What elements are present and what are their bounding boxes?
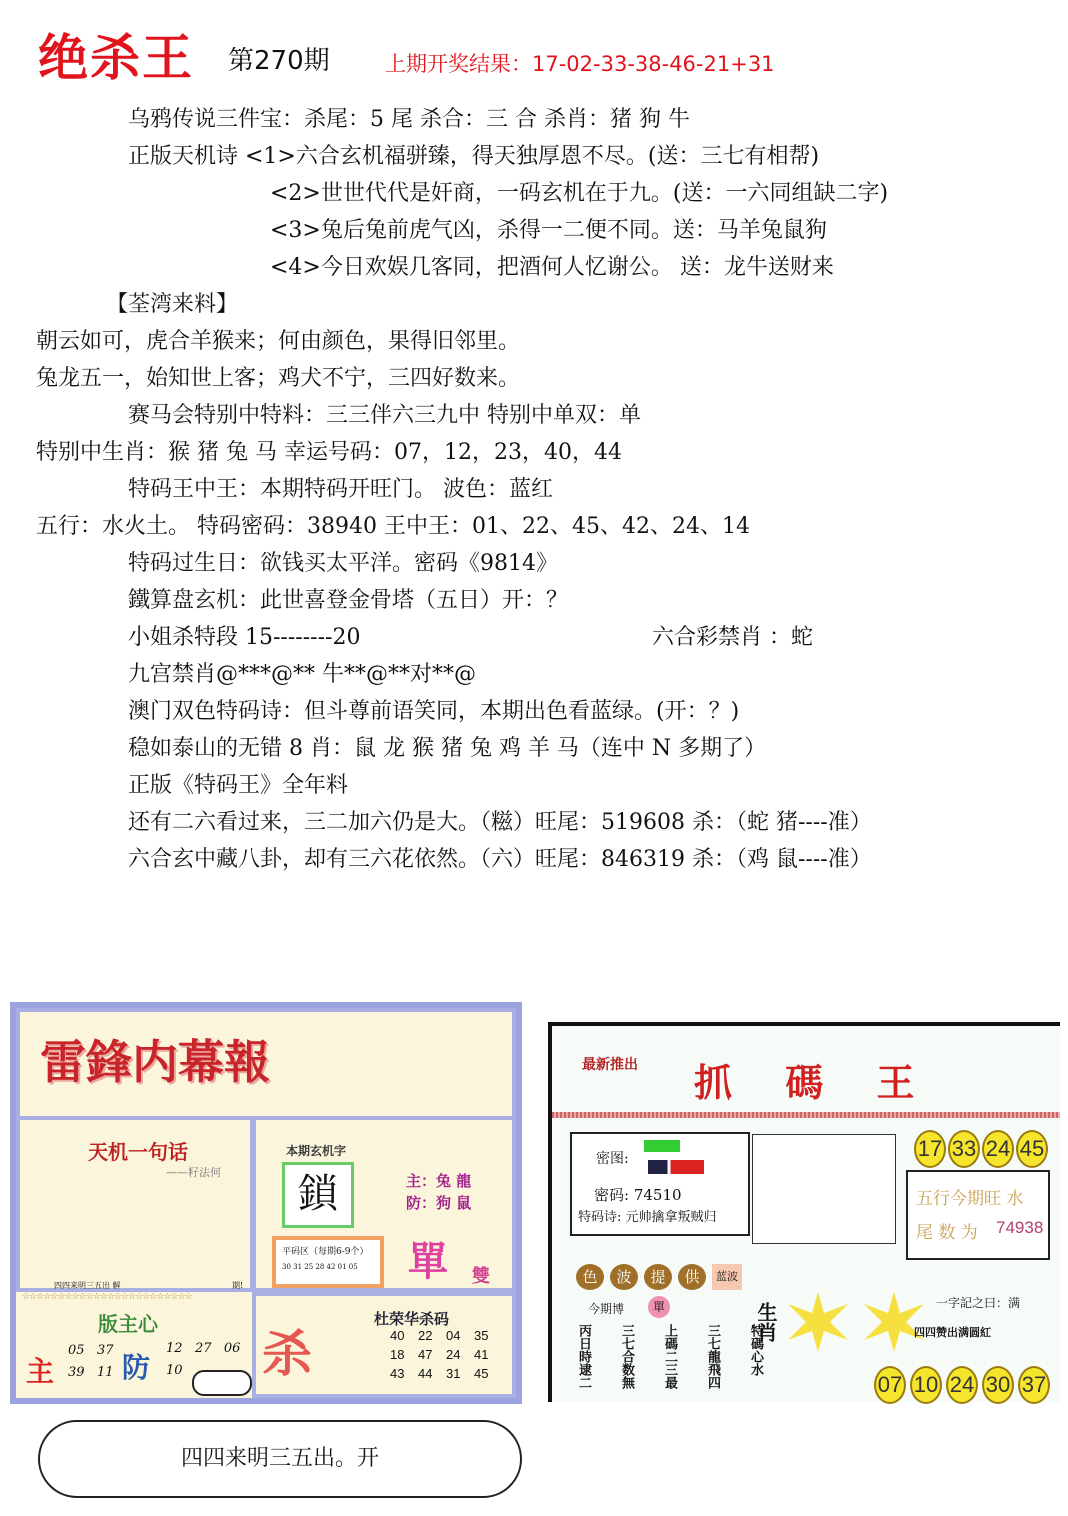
vertical-text: 三七合数無	[619, 1324, 634, 1389]
text-line: 还有二六看过来，三二加六仍是大。（糍）旺尾：519608 杀：（蛇 猪----准）	[128, 810, 872, 835]
banzhu-heading: 版主心	[98, 1312, 158, 1336]
number-ball: 30	[982, 1366, 1014, 1404]
shengxiao-label: 生肖	[754, 1302, 778, 1342]
text-line: 兔龙五一，始知世上客；鸡犬不宁，三四好数来。	[36, 366, 521, 391]
sebo-value: 蓝波	[712, 1264, 742, 1290]
number-ball: 07	[874, 1366, 906, 1404]
number-ball: 45	[1016, 1130, 1048, 1168]
issue-number: 第270期	[228, 46, 330, 76]
xuanji-char: 鎖	[282, 1162, 354, 1228]
page-title: 绝杀王	[38, 29, 194, 87]
vertical-text: 丙日時逮二	[576, 1324, 591, 1389]
xuanji-label: 本期玄机字	[286, 1144, 347, 1158]
tianji-heading: 天机一句话	[88, 1140, 188, 1164]
yizi: 一字記之曰：满	[936, 1296, 1021, 1310]
sebo-char: 供	[678, 1264, 706, 1290]
tianji-author: ——籽法何	[166, 1166, 221, 1179]
text-line: <2>世世代代是奸商，一码玄机在于九。(送：一六同组缺二字)	[270, 181, 889, 206]
fang-label: 防	[122, 1351, 151, 1384]
weishu: 74938	[996, 1218, 1044, 1237]
number-ball: 10	[910, 1366, 942, 1404]
text-line: 特别中生肖：猴 猪 兔 马 幸运号码：07，12，23，40，44	[36, 440, 622, 465]
weishu-label: 尾 数 为	[916, 1223, 978, 1243]
number-ball: 24	[982, 1130, 1014, 1168]
tianji-text: 四四来明三五出 解	[54, 1281, 121, 1290]
text-line: 正版《特码王》全年料	[128, 773, 349, 798]
zhu-zodiac: 主：兔 龍	[406, 1172, 472, 1190]
fang-numbers: 12 27 06 10	[166, 1341, 241, 1378]
text-line: <3>兔后兔前虎气凶，杀得一二便不同。送：马羊兔鼠狗	[270, 218, 827, 243]
text-line: 六合玄中藏八卦，却有三六花依然。（六）旺尾：846319 杀：（鸡 鼠----准）	[128, 847, 872, 872]
zhuamawang-image	[548, 1022, 1060, 1402]
mima: 密码: 74510	[594, 1186, 682, 1204]
text-line: 正版天机诗 <1>六合玄机福骈臻，得天独厚恩不尽。(送：三七有相帮)	[128, 144, 820, 169]
zodiac-dragon-icon	[864, 1292, 924, 1352]
frog-illustration	[752, 1134, 896, 1244]
section-heading: 【荃湾来料】	[106, 292, 239, 317]
text-line: 澳门双色特码诗：但斗尊前语笑同，本期出色看蓝绿。(开：？)	[128, 699, 740, 724]
wuxing: 五行今期旺 水	[916, 1189, 1024, 1209]
text-line: 九宫禁肖@***@** 牛**@**对**@	[128, 662, 476, 687]
kill-title: 杜荣华杀码	[374, 1310, 450, 1328]
pingma-box	[272, 1236, 384, 1288]
side-note: 六合彩禁肖 ：蛇	[652, 625, 813, 650]
star-divider: ☆☆☆☆☆☆☆☆☆☆☆☆☆☆☆☆☆☆☆☆☆☆☆☆	[22, 1292, 192, 1302]
text-line: 特码过生日：欲钱买太平洋。密码《9814》	[128, 551, 558, 576]
number-ball: 24	[946, 1366, 978, 1404]
dan-badge: 單	[648, 1296, 670, 1318]
tianji-end: 期!	[232, 1281, 244, 1290]
newest-tag: 最新推出	[582, 1057, 638, 1073]
last-result: 上期开奖结果：17-02-33-38-46-21+31	[385, 52, 775, 76]
text-line: 特码王中王：本期特码开旺门。 波色：蓝红	[128, 477, 553, 502]
vertical-text: 特碼心水	[748, 1324, 763, 1376]
cloud-text: 四四来明三五出。开	[180, 1446, 379, 1471]
pingma-label: 平码区（每期6-9个）	[282, 1247, 369, 1257]
number-ball: 33	[948, 1130, 980, 1168]
text-line: 乌鸦传说三件宝：杀尾：5 尾 杀合：三 合 杀肖：猪 狗 牛	[128, 107, 690, 132]
mitu-graphic	[648, 1160, 704, 1174]
zhu-label: 主	[26, 1355, 55, 1388]
number-ball: 17	[914, 1130, 946, 1168]
sebo-char: 波	[610, 1264, 638, 1290]
leifeng-title: 雷鋒内幕報	[40, 1035, 270, 1089]
leifeng-newspaper-image	[10, 1002, 522, 1404]
text-line: 小姐杀特段 15--------20	[128, 625, 361, 650]
vertical-text: 三七龍飛四	[705, 1324, 720, 1389]
kill-char: 杀	[262, 1324, 312, 1383]
vertical-columns	[574, 1324, 765, 1389]
vertical-text: 上碼二三最	[662, 1324, 677, 1389]
number-ball: 37	[1018, 1366, 1050, 1404]
bottom-balls	[874, 1366, 1050, 1397]
sisi: 四四赞出满圆紅	[914, 1326, 991, 1339]
text-line: 五行：水火土。 特码密码：38940 王中王：01、22、45、42、24、14	[36, 514, 750, 539]
mitu-label: 密图:	[596, 1151, 629, 1167]
mitu-box	[570, 1132, 750, 1236]
text-line: 鐵算盘玄机：此世喜登金骨塔（五日）开：？	[128, 588, 569, 613]
fang-zodiac: 防：狗 鼠	[406, 1194, 472, 1212]
sebo-char: 色	[576, 1264, 604, 1290]
text-line: 赛马会特别中特料：三三伴六三九中 特别中单双：单	[128, 403, 641, 428]
cloud-redaction	[192, 1370, 252, 1396]
sebo-char: 提	[644, 1264, 672, 1290]
cloud-callout	[38, 1420, 522, 1498]
kill-numbers: 40 22 04 35 18 47 24 41 43 44 31 45	[390, 1328, 489, 1381]
shuang-char: 雙	[472, 1266, 490, 1287]
text-line: 稳如泰山的无错 8 肖：鼠 龙 猴 猪 兔 鸡 羊 马（连中 N 多期了）	[128, 736, 767, 761]
zodiac-sheep-icon	[788, 1292, 848, 1352]
text-line: 朝云如可，虎合羊猴来；何由颜色，果得旧邻里。	[36, 329, 521, 354]
zhuamawang-title: 抓 碼 王	[694, 1060, 935, 1105]
mitu-graphic	[644, 1140, 680, 1152]
poem: 特码诗: 元帅擒拿叛贼归	[578, 1210, 717, 1225]
sebo-row	[576, 1264, 742, 1290]
zhu-numbers: 05 37 39 11	[68, 1343, 114, 1380]
wuxing-box	[906, 1170, 1050, 1260]
jinqibo-label: 今期博	[588, 1302, 625, 1316]
divider	[552, 1112, 1060, 1118]
text-line: <4>今日欢娱几客同，把酒何人忆谢公。 送：龙牛送财来	[270, 255, 834, 280]
dan-char: 單	[408, 1238, 448, 1285]
pingma-numbers: 30 31 25 28 42 01 05	[282, 1263, 358, 1271]
